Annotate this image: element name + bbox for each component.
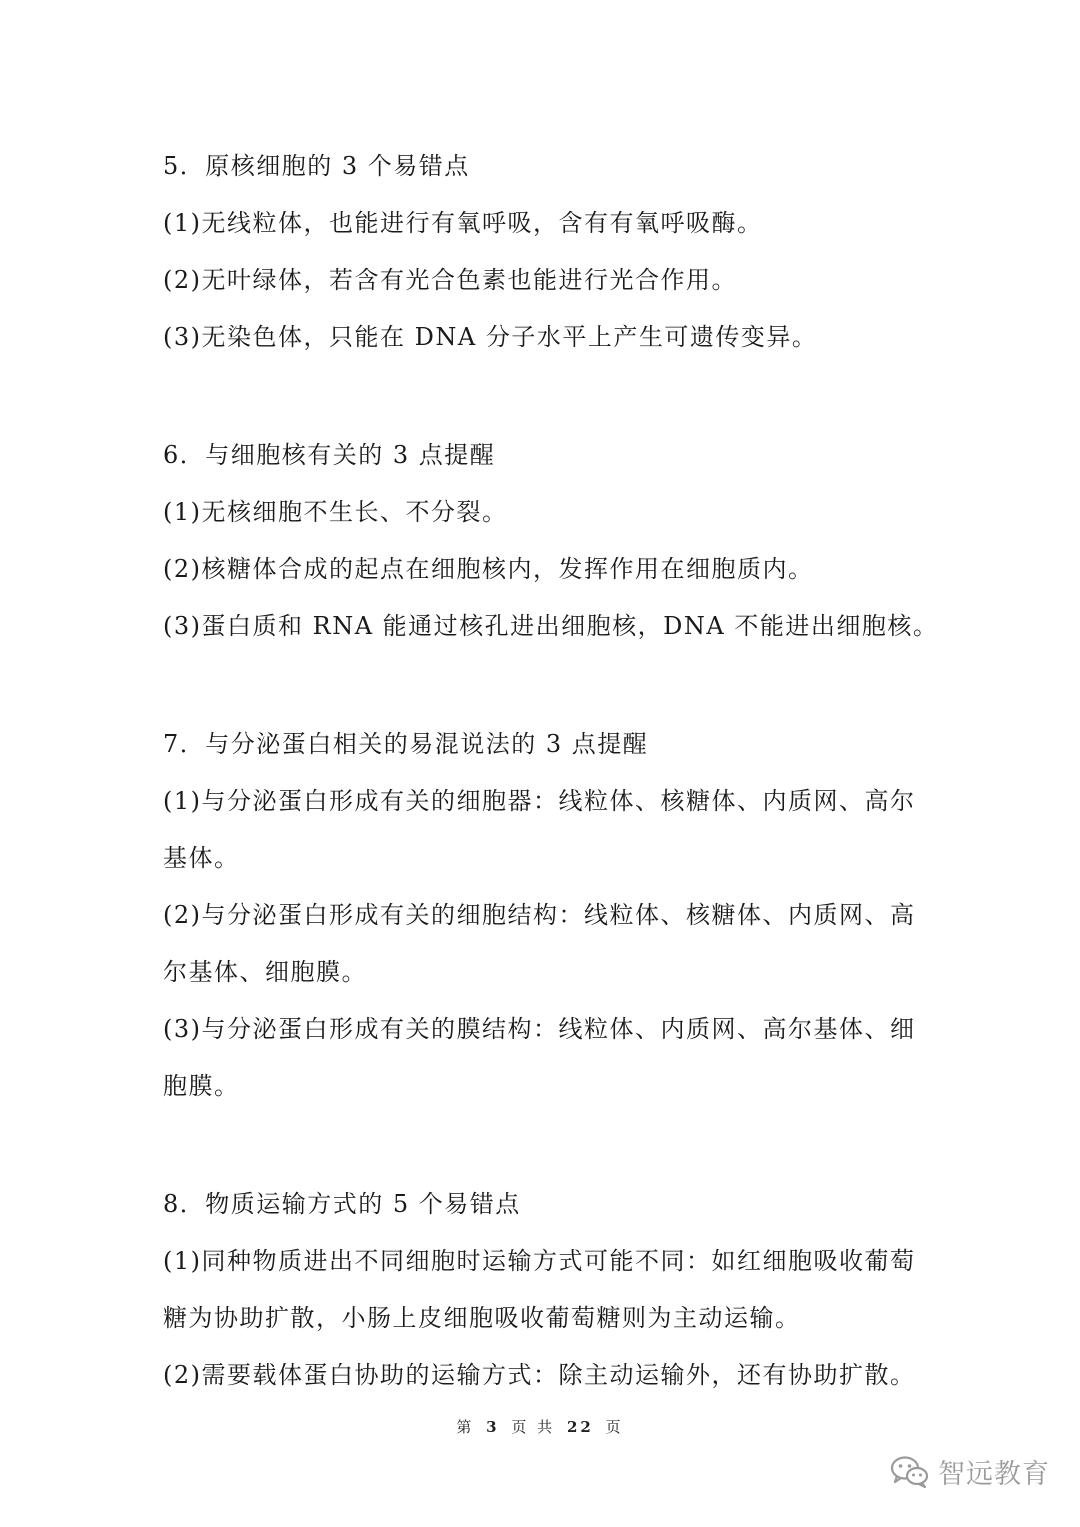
footer-prefix: 第	[456, 1418, 475, 1436]
section-heading: 6．与细胞核有关的 3 点提醒	[163, 441, 496, 469]
current-page-number: 3	[486, 1418, 500, 1436]
paragraph-line: (2)核糖体合成的起点在细胞核内，发挥作用在细胞质内。	[163, 555, 814, 583]
paragraph-line: (1)无核细胞不生长、不分裂。	[163, 498, 508, 526]
section-heading: 7．与分泌蛋白相关的易混说法的 3 点提醒	[163, 730, 649, 758]
watermark-text: 智远教育	[938, 1459, 1050, 1490]
paragraph-line: (2)与分泌蛋白形成有关的细胞结构：线粒体、核糖体、内质网、高	[163, 901, 916, 929]
paragraph-line: (3)与分泌蛋白形成有关的膜结构：线粒体、内质网、高尔基体、细	[163, 1015, 916, 1043]
paragraph-line: (2)需要载体蛋白协助的运输方式：除主动运输外，还有协助扩散。	[163, 1361, 916, 1389]
section-heading: 5．原核细胞的 3 个易错点	[163, 152, 470, 180]
paragraph-line: (3)蛋白质和 RNA 能通过核孔进出细胞核，DNA 不能进出细胞核。	[163, 612, 939, 640]
page-footer	[0, 1416, 1080, 1437]
paragraph-line: 基体。	[163, 844, 240, 872]
document-body	[163, 138, 939, 1465]
section-6	[163, 427, 939, 655]
footer-suffix: 页	[605, 1418, 624, 1436]
footer-middle: 页 共	[511, 1418, 556, 1436]
section-heading: 8．物质运输方式的 5 个易错点	[163, 1190, 521, 1218]
paragraph-line: (3)无染色体，只能在 DNA 分子水平上产生可遗传变异。	[163, 323, 818, 351]
section-7	[163, 716, 923, 1115]
paragraph-line: (1)同种物质进出不同细胞时运输方式可能不同：如红细胞吸收葡萄	[163, 1247, 916, 1275]
paragraph-line: 糖为协助扩散，小肠上皮细胞吸收葡萄糖则为主动运输。	[163, 1304, 801, 1332]
watermark	[890, 1452, 1050, 1491]
paragraph-line: (1)无线粒体，也能进行有氧呼吸，含有有氧呼吸酶。	[163, 209, 763, 237]
paragraph-line: 胞膜。	[163, 1072, 240, 1100]
total-pages-number: 22	[566, 1418, 594, 1436]
paragraph-line: 尔基体、细胞膜。	[163, 958, 367, 986]
paragraph-line: (2)无叶绿体，若含有光合色素也能进行光合作用。	[163, 266, 737, 294]
section-5	[163, 138, 923, 366]
section-8	[163, 1176, 923, 1404]
paragraph-line: (1)与分泌蛋白形成有关的细胞器：线粒体、核糖体、内质网、高尔	[163, 787, 916, 815]
wechat-icon	[890, 1455, 930, 1489]
